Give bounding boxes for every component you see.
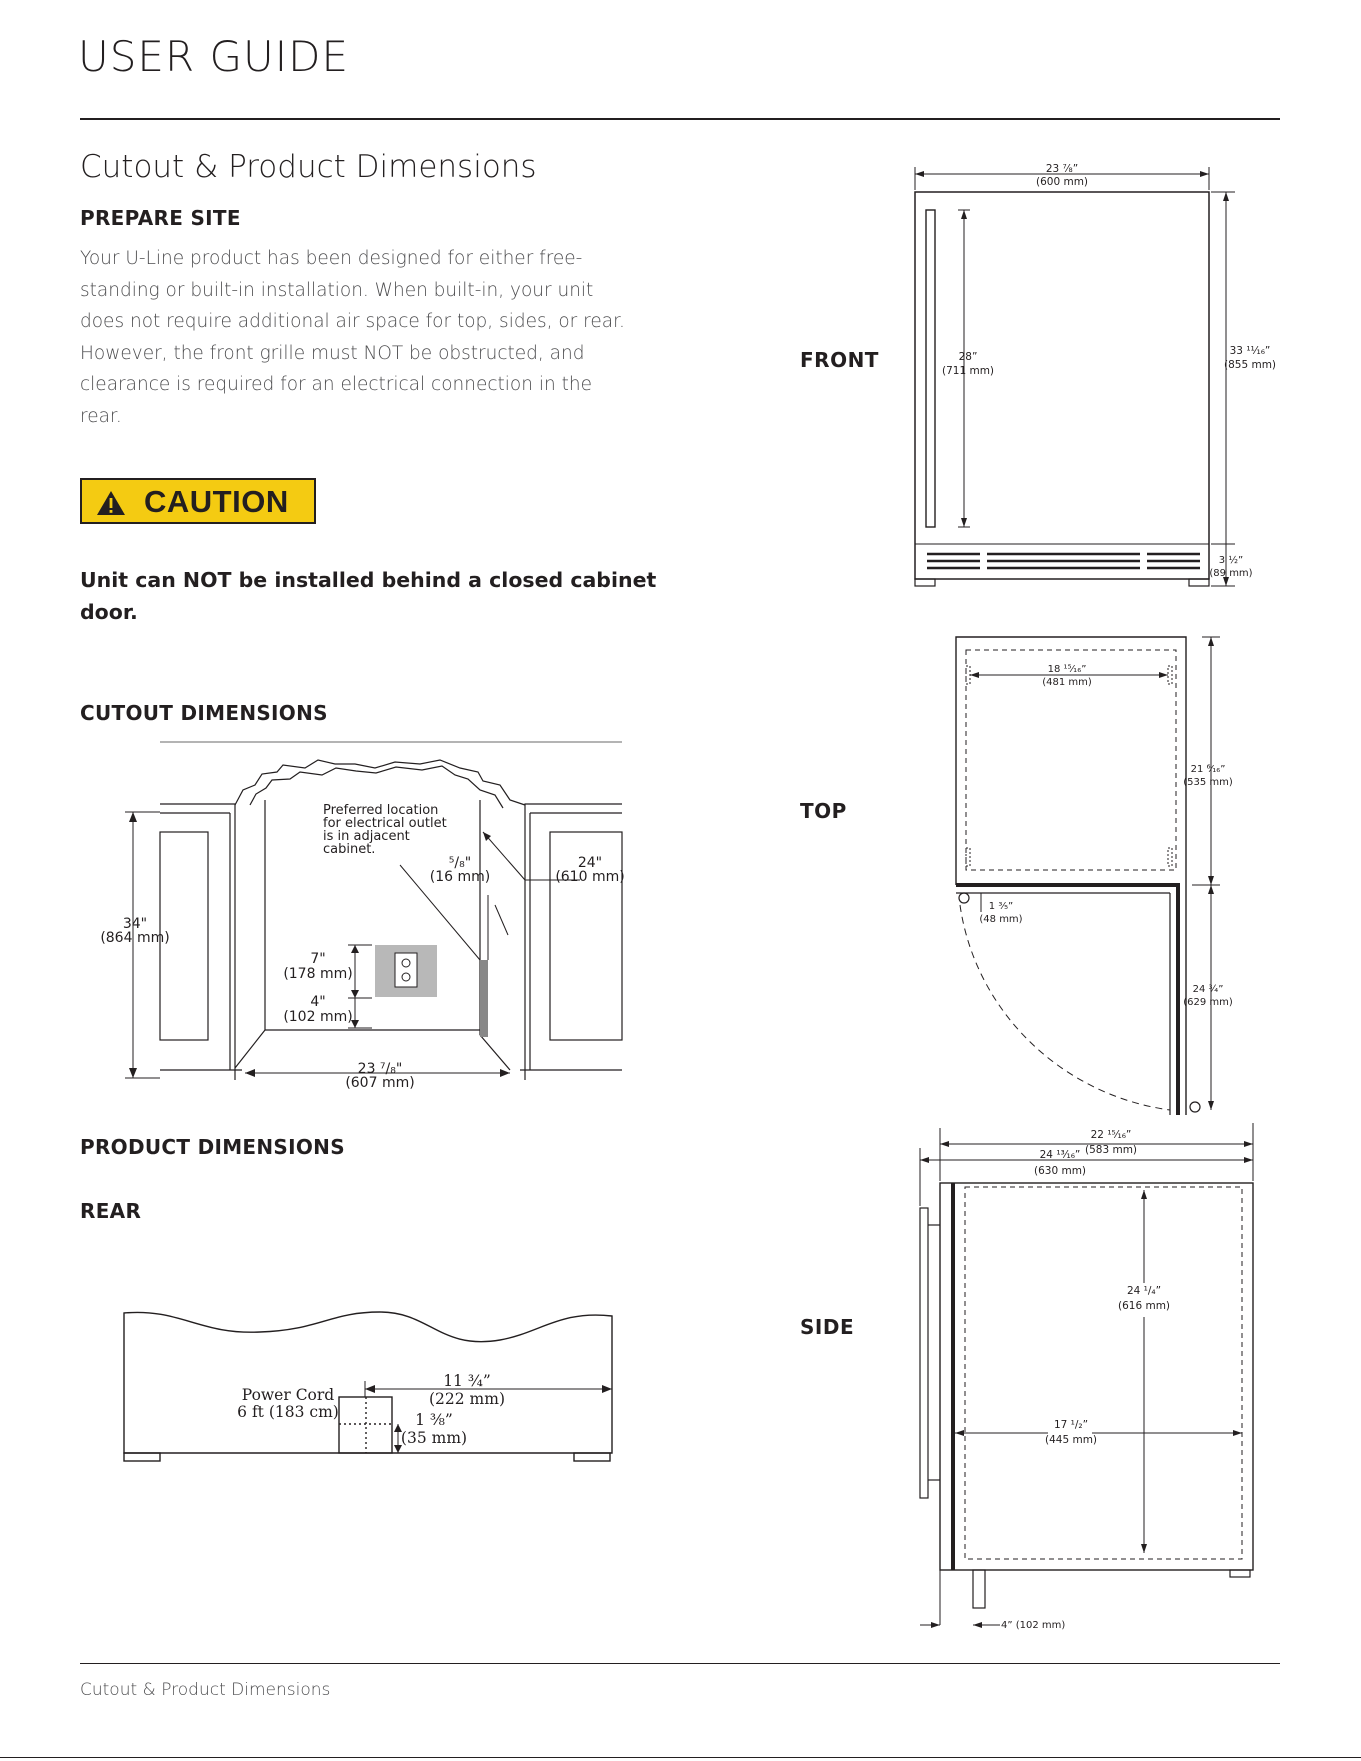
power-cord-label: Power Cord [241, 1386, 335, 1404]
top-view-diagram [945, 625, 1235, 1115]
door-swing-value: 24 ¾” [1192, 984, 1224, 995]
cord-height-mm: (35 mm) [400, 1429, 468, 1447]
interior-width-value: 18 ¹⁵⁄₁₆” [1047, 664, 1087, 675]
outlet-note-line-4: cabinet. [323, 842, 376, 857]
outlet-note-line-2: for electrical outlet [323, 816, 447, 831]
cutout-depth-mm: (610 mm) [555, 869, 625, 885]
outlet-height-value: 7" [310, 951, 326, 967]
front-height-value: 33 ¹¹⁄₁₆” [1229, 345, 1271, 357]
cord-offset-mm: (222 mm) [428, 1390, 506, 1408]
footer-divider [80, 1663, 1280, 1664]
overall-depth-mm: (630 mm) [1033, 1165, 1087, 1177]
overall-depth-value: 24 ¹³⁄₁₆” [1039, 1149, 1081, 1161]
outlet-floor-value: 4" [310, 994, 326, 1010]
hinge-offset-value: 1 ⅗” [988, 901, 1014, 912]
front-width-mm: (600 mm) [1035, 176, 1089, 188]
top-depth-mm: (535 mm) [1183, 777, 1233, 788]
product-dimensions-heading: PRODUCT DIMENSIONS [80, 1135, 345, 1159]
interior-depth-mm: (445 mm) [1044, 1434, 1098, 1446]
cutout-width-value: 23 ⁷/₈" [357, 1061, 403, 1077]
prepare-site-text: Your U-Line product has been designed for either free-standing or built-in installation. When built-in, your unit does not require additional air space for top, sides, or rear. However, the front grille must NOT be obstructed, and clearance is required for an electrical connection in the rear. [80, 248, 625, 427]
front-view-diagram [900, 155, 1280, 600]
cutout-depth-value: 24" [577, 855, 603, 871]
grille-height-value: 3 ½” [1218, 555, 1244, 566]
interior-depth-value: 17 ¹/₂” [1053, 1419, 1089, 1431]
outlet-floor-mm: (102 mm) [283, 1009, 353, 1025]
section-title: Cutout & Product Dimensions [80, 149, 537, 185]
caution-label: CAUTION [144, 484, 289, 519]
interior-height-mm: (616 mm) [1117, 1300, 1171, 1312]
cutout-setback-value: ⁵/₈" [448, 855, 472, 871]
page-edge-line [0, 1757, 1361, 1758]
toe-kick-depth: 4” (102 mm) [1001, 1620, 1066, 1631]
caution-message: Unit can NOT be installed behind a closed cabinet door. [80, 568, 657, 624]
power-cord-length: 6 ft (183 cm) [237, 1403, 339, 1421]
grille-height-mm: (89 mm) [1209, 568, 1253, 579]
page-header-title: USER GUIDE [78, 32, 350, 81]
hinge-offset-mm: (48 mm) [979, 914, 1023, 925]
footer-section-name: Cutout & Product Dimensions [80, 1680, 331, 1700]
top-view-label: TOP [800, 799, 847, 823]
outlet-note-line-3: is in adjacent [323, 829, 410, 844]
cabinet-depth-mm: (583 mm) [1084, 1144, 1138, 1156]
warning-triangle-icon [96, 490, 126, 516]
outlet-note-line-1: Preferred location [323, 803, 439, 818]
side-view-diagram [905, 1118, 1270, 1638]
side-view-label: SIDE [800, 1315, 855, 1339]
cord-offset-value: 11 ¾” [443, 1372, 491, 1390]
interior-height-value: 24 ¹/₄” [1126, 1285, 1162, 1297]
cabinet-depth-value: 22 ¹⁵⁄₁₆” [1090, 1129, 1132, 1141]
header-divider [80, 118, 1280, 120]
cutout-height-mm: (864 mm) [100, 930, 170, 946]
cutout-width-mm: (607 mm) [345, 1075, 415, 1091]
rear-view-heading: REAR [80, 1199, 142, 1223]
rear-view-diagram [110, 1300, 625, 1470]
handle-height-value: 28” [958, 351, 978, 363]
interior-width-mm: (481 mm) [1042, 677, 1092, 688]
cutout-dimensions-heading: CUTOUT DIMENSIONS [80, 701, 328, 725]
outlet-height-mm: (178 mm) [283, 966, 353, 982]
door-swing-mm: (629 mm) [1183, 997, 1233, 1008]
cutout-height-value: 34" [122, 916, 148, 932]
caution-badge [80, 478, 316, 524]
front-height-mm: (855 mm) [1223, 359, 1277, 371]
top-depth-value: 21 ⁶⁄₁₆” [1190, 764, 1226, 775]
cutout-setback-mm: (16 mm) [429, 869, 491, 885]
front-view-label: FRONT [800, 348, 879, 372]
cord-height-value: 1 ⅜” [415, 1411, 453, 1429]
front-width-value: 23 ⅞” [1045, 163, 1079, 175]
cutout-dimensions-diagram [95, 735, 630, 1095]
prepare-site-heading: PREPARE SITE [80, 206, 241, 230]
handle-height-mm: (711 mm) [941, 365, 995, 377]
